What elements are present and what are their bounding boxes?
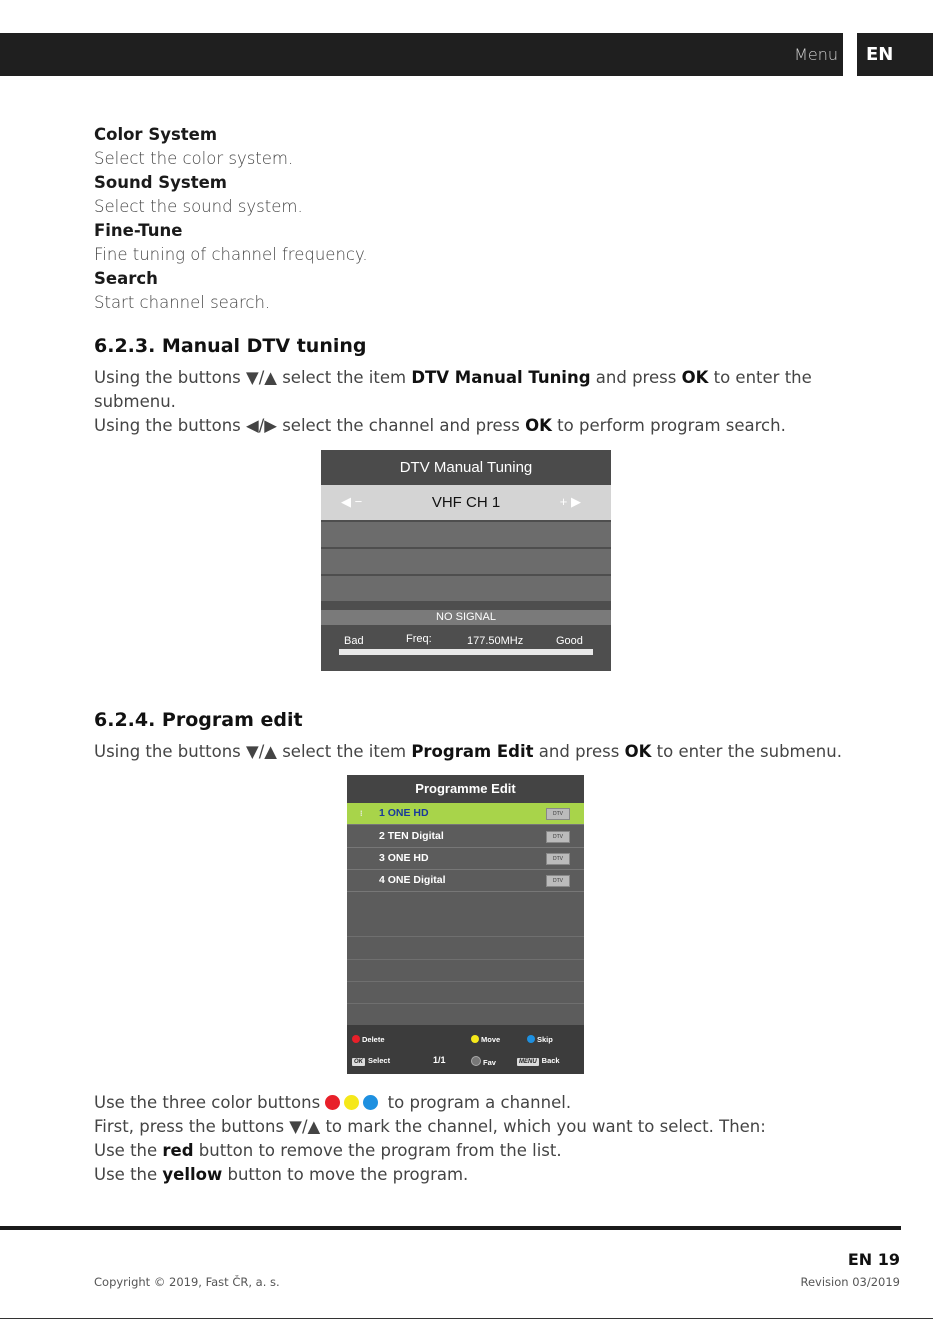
- empty-row: [347, 981, 584, 1004]
- blue-dot-icon: [363, 1095, 378, 1110]
- dtv-tag: DTV: [546, 853, 570, 865]
- select-hint: [352, 1056, 390, 1066]
- def-term: Sound System: [94, 173, 227, 192]
- def-term: Fine-Tune: [94, 221, 183, 240]
- skip-hint: [527, 1035, 553, 1044]
- text: Using the buttons ▼/▲ select the item: [94, 742, 412, 761]
- screen-title: DTV Manual Tuning: [321, 450, 611, 485]
- red-dot-icon: [325, 1095, 340, 1110]
- text: Using the buttons ▼/▲ select the item: [94, 368, 412, 387]
- page-number: EN 19: [847, 1250, 900, 1269]
- yellow-dot-icon: [471, 1035, 479, 1043]
- screen-title: Programme Edit: [347, 775, 584, 803]
- text: Using the buttons ◀/▶ select the channel and press: [94, 416, 526, 435]
- dtv-tag: DTV: [546, 875, 570, 887]
- move-hint: [471, 1035, 500, 1044]
- hint-label: Move: [481, 1035, 501, 1044]
- text: and press: [590, 368, 682, 387]
- page-bottom-line: [0, 1318, 933, 1319]
- empty-row: [347, 937, 584, 960]
- empty-row: [347, 959, 584, 982]
- bold-text: OK: [624, 742, 652, 761]
- hint-label: Skip: [537, 1035, 553, 1044]
- bold-text: OK: [525, 416, 552, 435]
- bold-text: DTV Manual Tuning: [411, 368, 591, 387]
- bold-text: red: [162, 1141, 194, 1160]
- yellow-dot-icon: [344, 1095, 359, 1110]
- bold-text: Program Edit: [411, 742, 534, 761]
- section-paragraph: [94, 740, 854, 764]
- language-label: EN: [866, 44, 894, 65]
- text: button to move the program.: [222, 1165, 469, 1184]
- def-term: Search: [94, 269, 158, 288]
- language-badge: [857, 33, 933, 76]
- text: Use the: [94, 1141, 163, 1160]
- empty-row: [347, 892, 584, 937]
- hint-label: Select: [368, 1056, 391, 1065]
- programme-item[interactable]: [347, 803, 584, 825]
- programme-edit-screen: [347, 775, 584, 1074]
- def-desc: Start channel search.: [94, 293, 271, 312]
- signal-bad-label: Bad: [344, 635, 364, 647]
- def-desc: Select the color system.: [94, 149, 294, 168]
- menu-key-icon: MENU: [519, 1059, 537, 1065]
- channel-prev-icon[interactable]: ◀ −: [341, 494, 363, 509]
- bold-text: yellow: [162, 1165, 223, 1184]
- move-arrows-icon: ⁝: [360, 809, 363, 818]
- programme-name: 3 ONE HD: [379, 852, 429, 864]
- color-button-instructions: [94, 1091, 854, 1187]
- channel-value: VHF CH 1: [431, 494, 501, 511]
- programme-name: 2 TEN Digital: [379, 830, 444, 842]
- freq-label: Freq:: [406, 633, 432, 645]
- text: Use the: [94, 1165, 163, 1184]
- hint-label: Fav: [483, 1058, 496, 1067]
- programme-item[interactable]: [347, 848, 584, 870]
- text: to perform program search.: [551, 416, 786, 435]
- signal-strength-bar: [339, 649, 593, 655]
- hint-label: Delete: [362, 1035, 385, 1044]
- section-paragraph: [94, 366, 834, 438]
- section-heading-program-edit: 6.2.4. Program edit: [94, 709, 303, 731]
- text: to enter the submenu.: [94, 368, 812, 411]
- empty-row: [321, 576, 611, 601]
- dtv-manual-tuning-screen: [321, 450, 611, 671]
- text: and press: [533, 742, 625, 761]
- def-term: Color System: [94, 125, 218, 144]
- delete-hint: [352, 1035, 385, 1044]
- empty-row: [321, 549, 611, 574]
- blue-dot-icon: [527, 1035, 535, 1043]
- signal-status: NO SIGNAL: [321, 610, 611, 625]
- channel-next-icon[interactable]: + ▶: [559, 494, 581, 509]
- empty-row: [321, 522, 611, 547]
- programme-name: 1 ONE HD: [379, 807, 429, 819]
- header-menu-label: Menu: [794, 45, 838, 64]
- programme-item[interactable]: [347, 870, 584, 892]
- fav-key-icon: [471, 1056, 481, 1066]
- def-desc: Select the sound system.: [94, 197, 303, 216]
- copyright: Copyright © 2019, Fast ČR, a. s.: [94, 1275, 280, 1289]
- programme-item[interactable]: [347, 826, 584, 848]
- ok-key-icon: OK: [354, 1059, 363, 1065]
- dtv-tag: DTV: [546, 831, 570, 843]
- def-desc: Fine tuning of channel frequency.: [94, 245, 368, 264]
- back-hint: [517, 1056, 560, 1066]
- bold-text: OK: [681, 368, 709, 387]
- footer-divider: [0, 1226, 901, 1230]
- key-legend: [347, 1025, 584, 1074]
- signal-good-label: Good: [556, 635, 583, 647]
- section-heading-manual-dtv: 6.2.3. Manual DTV tuning: [94, 335, 367, 357]
- red-dot-icon: [352, 1035, 360, 1043]
- revision: Revision 03/2019: [800, 1275, 900, 1289]
- programme-name: 4 ONE Digital: [379, 874, 446, 886]
- hint-label: Back: [541, 1056, 560, 1065]
- freq-value: 177.50MHz: [467, 635, 524, 647]
- text: First, press the buttons ▼/▲ to mark the channel, which you want to select. Then:: [94, 1117, 766, 1136]
- fav-hint: [471, 1056, 496, 1067]
- definition-list: [94, 123, 854, 315]
- text: to enter the submenu.: [651, 742, 842, 761]
- text: button to remove the program from the list.: [193, 1141, 562, 1160]
- dtv-tag: DTV: [546, 808, 570, 820]
- page-indicator: 1/1: [433, 1055, 446, 1065]
- header-bar: [0, 33, 843, 76]
- text: Use the three color buttons: [94, 1093, 326, 1112]
- channel-selector[interactable]: [321, 485, 611, 520]
- text: to program a channel.: [382, 1093, 572, 1112]
